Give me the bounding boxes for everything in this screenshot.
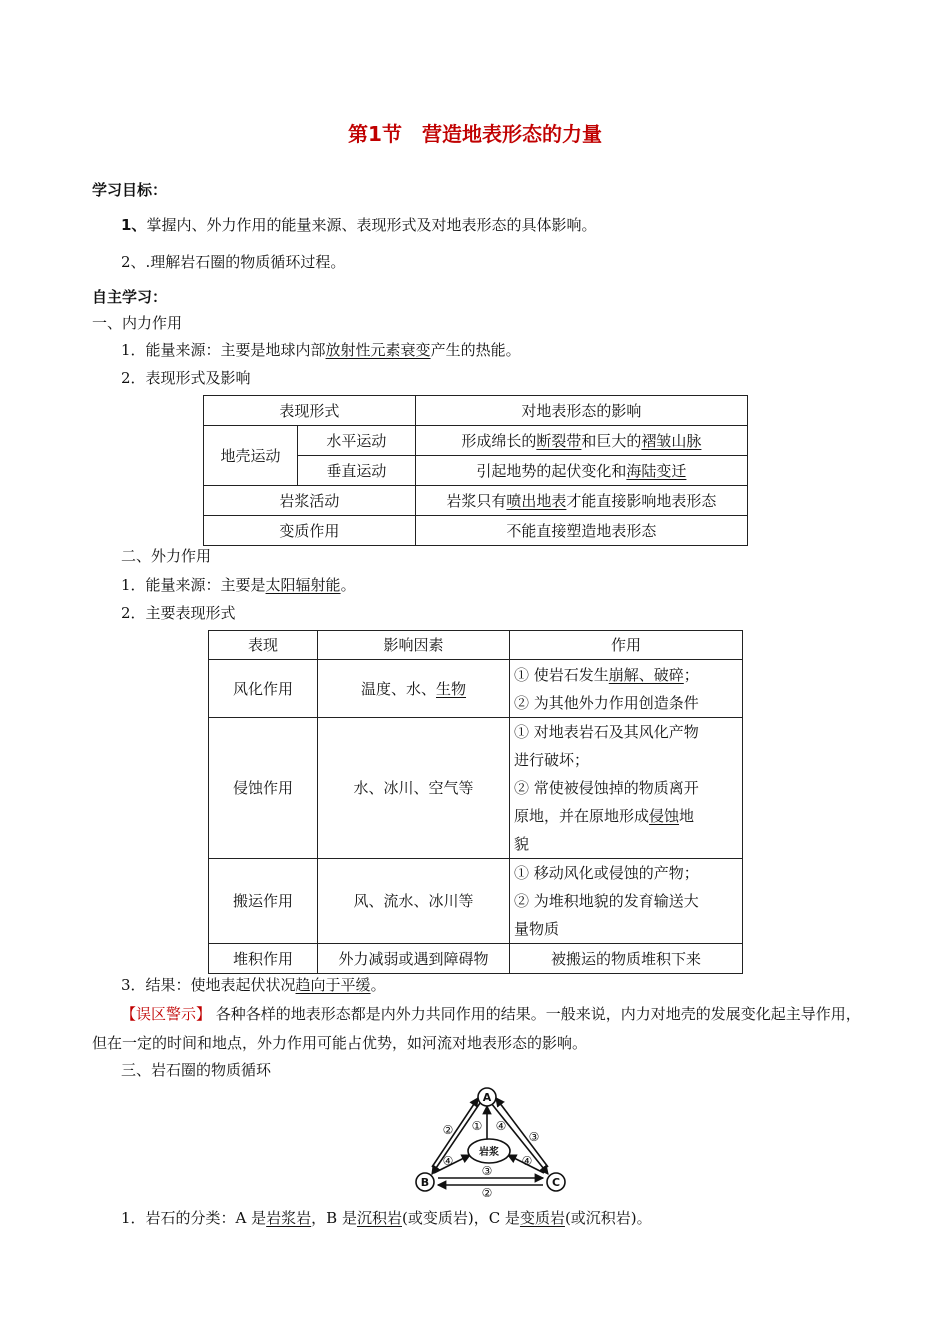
- label-2-bottom: ②: [481, 1186, 493, 1197]
- table-cell: 水平运动: [298, 426, 416, 456]
- label-1: ①: [471, 1119, 483, 1133]
- table-cell-line: ① 对地表岩石及其风化产物: [514, 723, 699, 741]
- table-cell-answer: 喷出地表: [506, 491, 567, 510]
- label-3-right: ③: [528, 1130, 540, 1144]
- table-cell: [510, 718, 743, 859]
- classify-text: ，B 是: [311, 1209, 357, 1227]
- table-cell: [318, 660, 510, 718]
- external-energy-answer: 太阳辐射能: [265, 576, 341, 594]
- external-energy: [121, 575, 356, 595]
- label-4-right: ④: [521, 1154, 533, 1168]
- classify-text: (或沉积岩)。: [564, 1209, 652, 1227]
- classify-text: 1．岩石的分类：A 是: [121, 1209, 267, 1227]
- table-cell-line: 进行破坏；: [514, 751, 590, 769]
- label-3-bottom: ③: [481, 1164, 493, 1178]
- goal-item-1-text: 掌握内、外力作用的能量来源、表现形式及对地表形态的具体影响。: [146, 216, 597, 234]
- table-cell: [510, 859, 743, 944]
- table-cell-answer: 海陆变迁: [626, 461, 687, 480]
- table-cell-text: 地: [679, 807, 695, 825]
- table-cell-line: 貌: [514, 835, 530, 853]
- table-cell: 垂直运动: [298, 456, 416, 486]
- table-cell-text: 才能直接影响地表形态: [566, 491, 717, 510]
- external-energy-suffix: 。: [340, 576, 356, 594]
- internal-energy: [121, 340, 521, 360]
- page-title: 第1节 营造地表形态的力量: [348, 122, 602, 146]
- rock-classification: [121, 1208, 652, 1228]
- external-result-suffix: 。: [370, 976, 386, 994]
- table-header: 对地表形态的影响: [415, 396, 747, 426]
- table-cell: 变质作用: [204, 516, 416, 546]
- table-cell-line: ② 为其他外力作用创造条件: [514, 693, 699, 712]
- table-cell-line: ② 常使被侵蚀掉的物质离开: [514, 779, 699, 797]
- table-cell-answer: 崩解、破碎: [608, 665, 684, 684]
- goal-item-1-number: 1、: [121, 216, 147, 234]
- table-cell: 被搬运的物质堆积下来: [510, 944, 743, 974]
- table-cell: [415, 426, 747, 456]
- internal-energy-answer: 放射性元素衰变: [325, 341, 431, 359]
- table-cell-text: ；: [683, 665, 699, 684]
- classify-answer: 变质岩: [519, 1209, 565, 1227]
- table-header: 表现形式: [204, 396, 416, 426]
- table-cell: 不能直接塑造地表形态: [415, 516, 747, 546]
- label-4-top: ④: [495, 1119, 507, 1133]
- self-study-heading: 自主学习：: [92, 288, 168, 306]
- table-cell-text: 和巨大的: [581, 431, 642, 450]
- external-heading: 二、外力作用: [121, 547, 212, 565]
- internal-forms-heading: 2．表现形式及影响: [121, 369, 251, 387]
- node-magma-label: 岩浆: [479, 1147, 499, 1158]
- rock-cycle-heading: 三、岩石圈的物质循环: [121, 1061, 272, 1079]
- classify-answer: 沉积岩: [356, 1209, 402, 1227]
- table-cell: 风化作用: [209, 660, 318, 718]
- internal-heading: 一、内力作用: [92, 314, 183, 332]
- table-cell-text: 岩浆只有: [446, 491, 507, 510]
- table-cell: 岩浆活动: [204, 486, 416, 516]
- table-cell: 搬运作用: [209, 859, 318, 944]
- arrow-a-to-c: [491, 1103, 548, 1174]
- table-cell: 堆积作用: [209, 944, 318, 974]
- table-cell: 侵蚀作用: [209, 718, 318, 859]
- table-cell-answer: 生物: [436, 679, 467, 698]
- label-2-left: ②: [442, 1123, 454, 1137]
- table-cell: [510, 660, 743, 718]
- warning-tag: 【误区警示】: [121, 1005, 212, 1023]
- misconception-warning: [92, 1000, 862, 1058]
- classify-text: (或变质岩)，C 是: [401, 1209, 520, 1227]
- external-forms-heading: 2．主要表现形式: [121, 604, 236, 622]
- table-cell-text: 引起地势的起伏变化和: [476, 461, 627, 480]
- internal-energy-prefix: 1．能量来源：主要是地球内部: [121, 341, 326, 359]
- table-cell-text: 形成绵长的: [461, 431, 537, 450]
- table-cell-text: 原地，并在原地形成: [514, 807, 650, 825]
- external-result-answer: 趋向于平缓: [295, 976, 371, 994]
- table-cell-text: ① 使岩石发生: [514, 665, 609, 684]
- table-cell: 水、冰川、空气等: [318, 718, 510, 859]
- external-result: [121, 975, 386, 995]
- external-energy-prefix: 1．能量来源：主要是: [121, 576, 266, 594]
- table-cell: 风、流水、冰川等: [318, 859, 510, 944]
- label-4-left: ④: [442, 1154, 454, 1168]
- rock-cycle-diagram: [408, 1085, 580, 1197]
- table-cell-line: 量物质: [514, 920, 560, 938]
- node-a-label: A: [482, 1091, 492, 1104]
- table-cell: 外力减弱或遇到障碍物: [318, 944, 510, 974]
- table-cell: 地壳运动: [204, 426, 298, 486]
- external-result-prefix: 3．结果：使地表起伏状况: [121, 976, 296, 994]
- internal-energy-suffix: 产生的热能。: [430, 341, 521, 359]
- table-cell-answer: 侵蚀: [649, 807, 680, 825]
- goal-item-1: [121, 215, 596, 235]
- table-cell: [415, 456, 747, 486]
- table-cell-text: 温度、水、: [360, 679, 436, 698]
- table-header: 作用: [510, 631, 743, 660]
- table-cell-line: ① 移动风化或侵蚀的产物；: [514, 864, 699, 882]
- table-cell-answer: 断裂带: [536, 431, 582, 450]
- node-b-label: B: [420, 1176, 430, 1189]
- node-c-label: C: [551, 1176, 561, 1189]
- table-cell-line: [514, 661, 738, 689]
- warning-text: 各种各样的地表形态都是内外力共同作用的结果。一般来说，内力对地壳的发展变化起主导作用，但在一定的时间和地点，外力作用可能占优势，如河流对地表形态的影响。: [92, 1005, 861, 1052]
- table-cell: [415, 486, 747, 516]
- table-cell-line: ② 为堆积地貌的发育输送大: [514, 892, 699, 910]
- table-header: 影响因素: [318, 631, 510, 660]
- external-force-table: [208, 630, 743, 974]
- table-cell-line: [514, 802, 738, 830]
- table-cell-answer: 褶皱山脉: [641, 431, 702, 450]
- goals-heading: 学习目标：: [92, 181, 168, 199]
- classify-answer: 岩浆岩: [266, 1209, 312, 1227]
- goal-item-2: 2、.理解岩石圈的物质循环过程。: [121, 253, 346, 271]
- arrow-a-to-b: [432, 1103, 480, 1174]
- internal-force-table: [203, 395, 748, 546]
- table-header: 表现: [209, 631, 318, 660]
